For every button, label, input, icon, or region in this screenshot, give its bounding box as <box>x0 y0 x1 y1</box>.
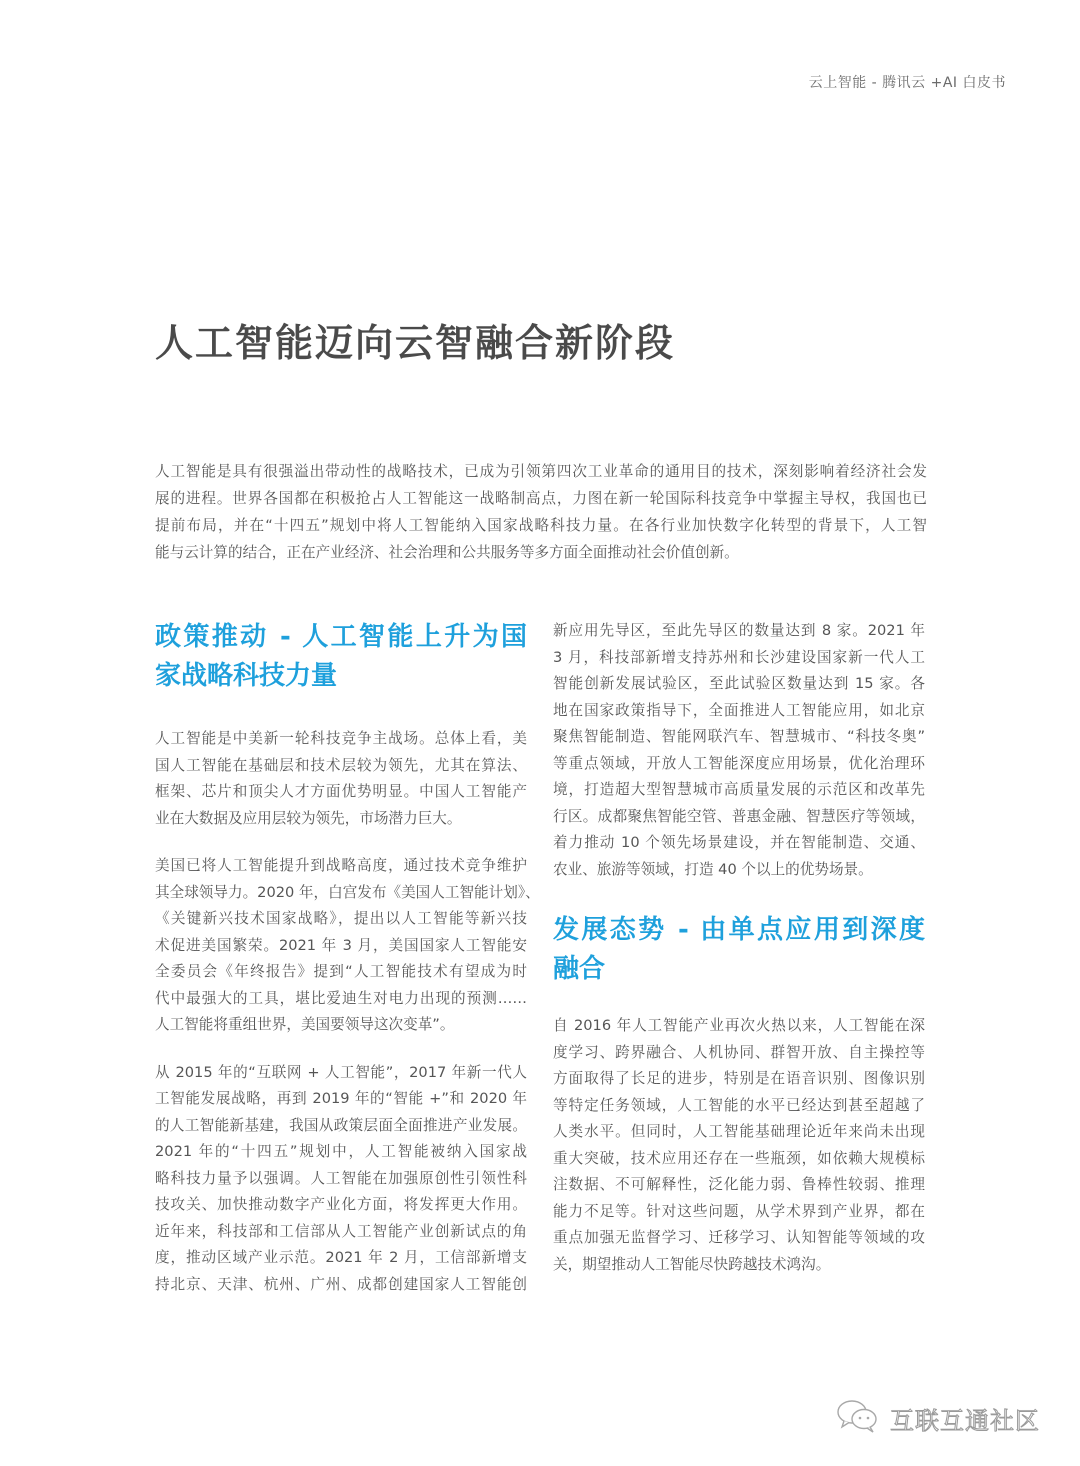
intro-line: 提前布局，并在“十四五”规划中将人工智能纳入国家战略科技力量。在各行业加快数字化转型的背景下，人工智 <box>155 517 927 534</box>
policy-paragraph-1 <box>155 726 527 832</box>
trend-paragraph <box>553 1013 925 1278</box>
heading-line: 发展态势 - 由单点应用到深度 <box>553 915 925 945</box>
watermark <box>836 1398 1040 1438</box>
paragraph-line: 自 2016 年人工智能产业再次火热以来，人工智能在深 <box>553 1017 925 1034</box>
paragraph-line: 3 月，科技部新增支持苏州和长沙建设国家新一代人工 <box>553 648 925 666</box>
intro-line: 展的进程。世界各国都在积极抢占人工智能这一战略制高点，力图在新一轮国际科技竞争中掌握主导权，我国也已 <box>155 490 927 507</box>
paragraph-line: 框架、芯片和顶尖人才方面优势明显。中国人工智能产 <box>155 783 527 800</box>
policy-paragraph-3 <box>155 1060 527 1299</box>
paragraph-line: 关，期望推动人工智能尽快跨越技术鸿沟。 <box>553 1255 831 1273</box>
heading-line: 家战略科技力量 <box>155 661 338 691</box>
paragraph-line: 近年来，科技部和工信部从人工智能产业创新试点的角 <box>155 1222 527 1240</box>
running-header: 云上智能 - 腾讯云 +AI 白皮书 <box>808 75 1006 91</box>
paragraph-line: 行区。成都聚焦智能空管、普惠金融、智慧医疗等领域， <box>553 807 925 825</box>
paragraph-line: 代中最强大的工具，堪比爱迪生对电力出现的预测…… <box>155 989 527 1007</box>
right-column <box>553 618 925 1278</box>
paragraph-line: 重大突破，技术应用还存在一些瓶颈，如依赖大规模标 <box>553 1149 925 1167</box>
watermark-text: 互联互通社区 <box>890 1406 1040 1435</box>
paragraph-line: 人工智能是中美新一轮科技竞争主战场。总体上看，美 <box>155 730 527 747</box>
wechat-icon <box>836 1398 880 1438</box>
paragraph-line: 技攻关、加快推动数字产业化方面，将发挥更大作用。 <box>155 1196 527 1213</box>
intro-paragraph <box>155 458 927 566</box>
paragraph-line: 从 2015 年的“互联网 + 人工智能”，2017 年新一代人 <box>155 1063 527 1081</box>
heading-line: 政策推动 - 人工智能上升为国 <box>155 622 527 652</box>
paragraph-line: 重点加强无监督学习、迁移学习、认知智能等领域的攻 <box>553 1229 925 1246</box>
paragraph-line: 方面取得了长足的进步，特别是在语音识别、图像识别 <box>553 1070 925 1087</box>
policy-paragraph-3-continued <box>553 618 925 883</box>
left-column <box>155 618 540 1298</box>
paragraph-line: 的人工智能新基建，我国从政策层面全面推进产业发展。 <box>155 1116 527 1134</box>
paragraph-line: 国人工智能在基础层和技术层较为领先，尤其在算法、 <box>155 756 527 774</box>
paragraph-line: 工智能发展战略，再到 2019 年的“智能 +”和 2020 年 <box>155 1090 527 1107</box>
paragraph-line: 能力不足等。针对这些问题，从学术界到产业界，都在 <box>553 1202 925 1220</box>
paragraph-line: 《关键新兴技术国家战略》，提出以人工智能等新兴技 <box>155 910 527 927</box>
paragraph-line: 农业、旅游等领域，打造 40 个以上的优势场景。 <box>553 860 873 878</box>
paragraph-line: 其全球领导力。2020 年，白宫发布《美国人工智能计划》、 <box>155 883 540 901</box>
intro-line: 人工智能是具有很强溢出带动性的战略技术，已成为引领第四次工业革命的通用目的技术，深刻影响着经济社会发 <box>155 463 927 480</box>
paragraph-line: 术促进美国繁荣。2021 年 3 月，美国国家人工智能安 <box>155 936 527 954</box>
paragraph-line: 等重点领域，开放人工智能深度应用场景，优化治理环 <box>553 754 925 772</box>
intro-line: 能与云计算的结合，正在产业经济、社会治理和公共服务等多方面全面推动社会价值创新。 <box>155 544 739 561</box>
paragraph-line: 略科技力量予以强调。人工智能在加强原创性引领性科 <box>155 1169 527 1187</box>
paragraph-line: 2021 年的“十四五”规划中，人工智能被纳入国家战 <box>155 1143 527 1160</box>
policy-paragraph-2 <box>155 853 540 1039</box>
section-heading-policy <box>155 618 527 696</box>
paragraph-line: 美国已将人工智能提升到战略高度，通过技术竞争维护 <box>155 857 527 874</box>
paragraph-line: 业在大数据及应用层较为领先，市场潜力巨大。 <box>155 809 462 827</box>
paragraph-line: 着力推动 10 个领先场景建设，并在智能制造、交通、 <box>553 834 925 851</box>
paragraph-line: 新应用先导区，至此先导区的数量达到 8 家。2021 年 <box>553 622 925 639</box>
section-heading-trend <box>553 911 925 989</box>
paragraph-line: 人工智能将重组世界，美国要领导这次变革”。 <box>155 1016 455 1033</box>
paragraph-line: 度，推动区域产业示范。2021 年 2 月，工信部新增支 <box>155 1249 527 1266</box>
heading-line: 融合 <box>553 954 606 984</box>
paragraph-line: 度学习、跨界融合、人机协同、群智开放、自主操控等 <box>553 1043 925 1061</box>
paragraph-line: 聚焦智能制造、智能网联汽车、智慧城市、“科技冬奥” <box>553 728 925 745</box>
paragraph-line: 人类水平。但同时，人工智能基础理论近年来尚未出现 <box>553 1123 925 1140</box>
paragraph-line: 境，打造超大型智慧城市高质量发展的示范区和改革先 <box>553 781 925 798</box>
page-title: 人工智能迈向云智融合新阶段 <box>155 321 676 365</box>
paragraph-line: 持北京、天津、杭州、广州、成都创建国家人工智能创 <box>155 1275 527 1293</box>
paragraph-line: 注数据、不可解释性，泛化能力弱、鲁棒性较弱、推理 <box>553 1176 925 1193</box>
paragraph-line: 智能创新发展试验区，至此试验区数量达到 15 家。各 <box>553 675 925 692</box>
paragraph-line: 地在国家政策指导下，全面推进人工智能应用，如北京 <box>553 701 925 719</box>
paragraph-line: 全委员会《年终报告》提到“人工智能技术有望成为时 <box>155 963 527 980</box>
paragraph-line: 等特定任务领域，人工智能的水平已经达到甚至超越了 <box>553 1096 925 1114</box>
